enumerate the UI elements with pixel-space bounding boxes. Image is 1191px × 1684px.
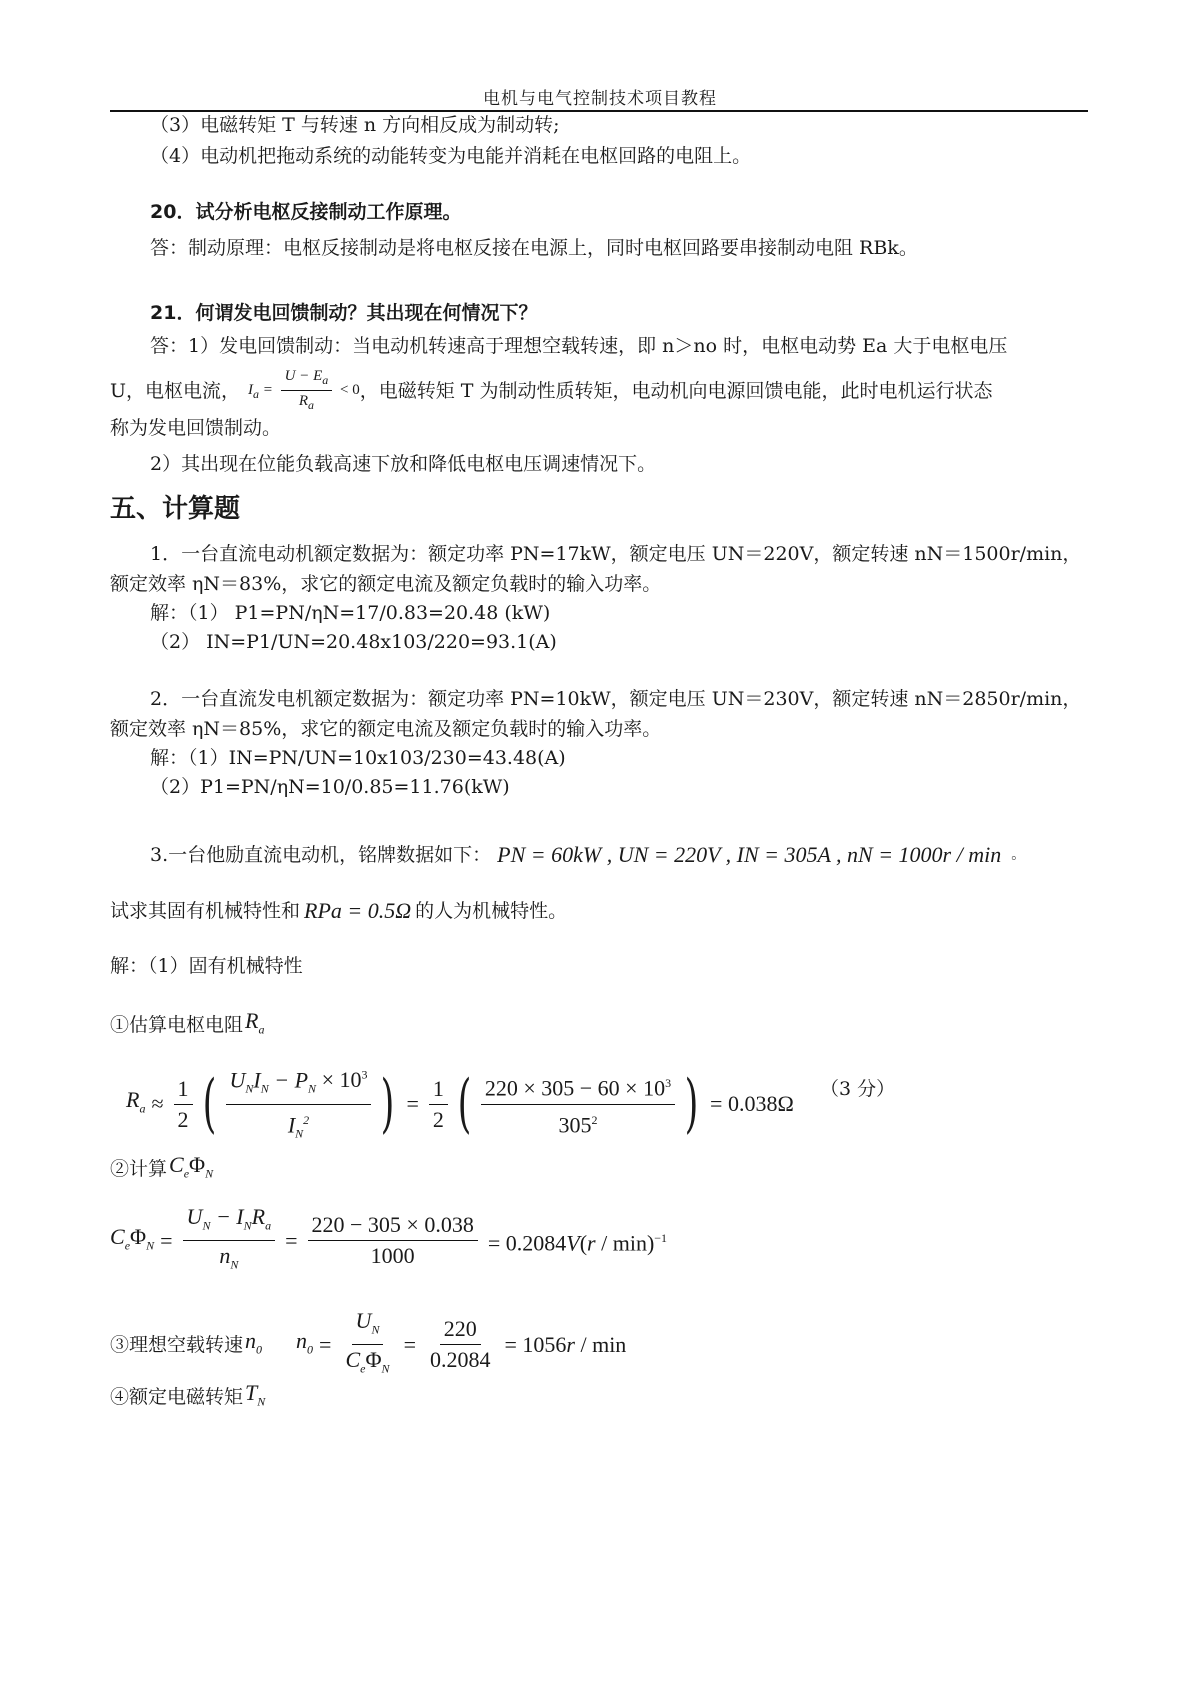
problem-2-solution-2: （2）P1=PN/ηN=10/0.85=11.76(kW) xyxy=(150,776,510,798)
problem-1-line-1: 1．一台直流电动机额定数据为：额定功率 PN=17kW，额定电压 UN＝220V，额定转速 nN＝1500r/min， xyxy=(150,543,1082,565)
text-line: 2）其出现在位能负载高速下放和降低电枢电压调速情况下。 xyxy=(150,453,657,475)
answer-21-line-2: U，电枢电流， $I_a$ = $\frac{U - E_a}{R_a}$ < 0 ，电磁转矩 T 为制动性质转矩，电动机向电源回馈电能，此时电机运行状态 xyxy=(110,366,993,415)
question-21: 21．何谓发电回馈制动？其出现在何情况下？ xyxy=(150,302,538,324)
step-1-label: ①估算电枢电阻 $R_a$ xyxy=(110,1008,265,1037)
step-4-label: ④额定电磁转矩 $T_N$ xyxy=(110,1380,266,1409)
question-20: 20．试分析电枢反接制动工作原理。 xyxy=(150,201,462,223)
answer-21-line-1: 答：1）发电回馈制动：当电动机转速高于理想空载转速，即 n＞no 时，电枢电动势 Ea 大于电枢电压 xyxy=(150,335,1008,357)
armature-resistance-equation: $R_a$ ≈ $\frac{1}{2}$ ( $\frac{U_NI_N - P_N \times 10^3}{I_N^2}$ ) = $\frac{1}{2}$ ( $\frac{220 \times 305 - 60 \times 10^3}{305^2}$ ) = 0.038Ω xyxy=(126,1060,794,1148)
problem-1-solution-1: 解：（1） P1=PN/ηN=17/0.83=20.48 (kW) xyxy=(150,602,551,624)
problem-3-line-2: 试求其固有机械特性和 RPa = 0.5Ω 的人为机械特性。 xyxy=(110,898,568,923)
section-heading: 五、计算题 xyxy=(110,494,241,524)
problem-2-line-2: 额定效率 ηN＝85%，求它的额定电流及额定负载时的输入功率。 xyxy=(110,718,662,740)
resistance-formula: RPa = 0.5Ω xyxy=(304,898,412,923)
armature-current-formula: $I_a$ = $\frac{U - E_a}{R_a}$ < 0 xyxy=(248,368,360,412)
text-line: （4）电动机把拖动系统的动能转变为电能并消耗在电枢回路的电阻上。 xyxy=(150,145,752,167)
problem-1-line-2: 额定效率 ηN＝83%，求它的额定电流及额定负载时的输入功率。 xyxy=(110,573,662,595)
step-2-label: ②计算 $C_e\Phi_N$ xyxy=(110,1152,214,1181)
problem-1-solution-2: （2） IN=P1/UN=20.48x103/220=93.1(A) xyxy=(150,631,557,653)
problem-2-line-1: 2．一台直流发电机额定数据为：额定功率 PN=10kW，额定电压 UN＝230V，额定转速 nN＝2850r/min， xyxy=(150,688,1082,710)
problem-3-solution-title: 解：（1）固有机械特性 xyxy=(110,955,303,977)
answer-20: 答：制动原理：电枢反接制动是将电枢反接在电源上，同时电枢回路要串接制动电阻 RBk。 xyxy=(150,237,918,259)
score-note: （3 分） xyxy=(820,1078,896,1100)
step-3-line: ③理想空载转速 $n_0$ $n_0$ = $\frac{U_N}{C_e\Phi_N}$ = $\frac{220}{0.2084}$ = 1056r / min xyxy=(110,1308,627,1376)
text-line: （3）电磁转矩 T 与转速 n 方向相反成为制动转; xyxy=(150,114,560,136)
problem-2-solution-1: 解：（1）IN=PN/UN=10x103/230=43.48(A) xyxy=(150,747,566,769)
flux-constant-equation: $C_e\Phi_N$ = $\frac{U_N - I_NR_a}{n_N}$ = $\frac{220 - 305 \times 0.038}{1000}$ = 0.2084V(r / min)$^{-1}$ xyxy=(110,1204,668,1272)
page-header-title: 电机与电气控制技术项目教程 xyxy=(483,89,717,109)
problem-3-line-1: 3.一台他励直流电动机，铭牌数据如下： PN = 60kW , UN = 220V , IN = 305A , nN = 1000r / min 。 xyxy=(150,842,1026,867)
text-line: 称为发电回馈制动。 xyxy=(110,417,282,439)
nameplate-data-formula: PN = 60kW , UN = 220V , IN = 305A , nN = 1000r / min xyxy=(497,842,1002,867)
